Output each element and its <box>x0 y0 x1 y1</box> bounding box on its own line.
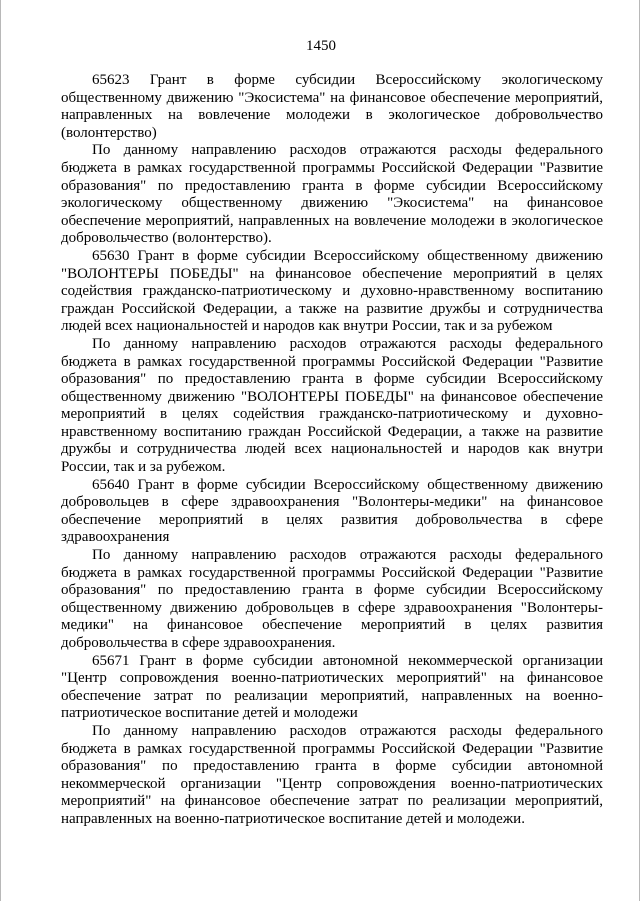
paragraph-65640-description: По данному направлению расходов отражаются расходы федерального бюджета в рамках государственной программы Российской Федерации "Развитие образования" по предоставлению гранта в форме субсидии Всероссийскому общественному движению добровольцев в сфере здравоохранения "Волонтеры-медики" на финансовое обеспечение мероприятий в целях развития добровольчества в сфере здравоохранения. <box>61 547 603 651</box>
document-body <box>61 72 603 829</box>
paragraph-65630-title: 65630 Грант в форме субсидии Всероссийскому общественному движению "ВОЛОНТЕРЫ ПОБЕДЫ" на финансовое обеспечение мероприятий в целях содействия гражданско-патриотическому и духовно-нравственному воспитанию граждан Российской Федерации, а также на развитие дружбы и сотрудничества людей всех национальностей и народов как внутри России, так и за рубежом <box>61 247 603 335</box>
paragraph-65671-title: 65671 Грант в форме субсидии автономной некоммерческой организации "Центр сопровождения военно-патриотических мероприятий" на финансовое обеспечение затрат по реализации мероприятий, направленных на военно-патриотическое воспитание детей и молодежи <box>61 652 603 722</box>
paragraph-65630-description: По данному направлению расходов отражаются расходы федерального бюджета в рамках государственной программы Российской Федерации "Развитие образования" по предоставлению гранта в форме субсидии Всероссийскому общественному движению "ВОЛОНТЕРЫ ПОБЕДЫ" на финансовое обеспечение мероприятий в целях содействия гражданско-патриотическому и духовно-нравственному воспитанию граждан Российской Федерации, а также на развитие дружбы и сотрудничества людей всех национальностей и народов как внутри России, так и за рубежом. <box>61 335 603 476</box>
page-number: 1450 <box>306 38 336 54</box>
paragraph-65640-title: 65640 Грант в форме субсидии Всероссийскому общественному движению добровольцев в сфере здравоохранения "Волонтеры-медики" на финансовое обеспечение мероприятий в целях развития добровольчества в сфере здравоохранения <box>61 476 603 546</box>
paragraph-65623-description: По данному направлению расходов отражаются расходы федерального бюджета в рамках государственной программы Российской Федерации "Развитие образования" по предоставлению гранта в форме субсидии Всероссийскому экологическому общественному движению "Экосистема" на финансовое обеспечение мероприятий, направленных на вовлечение молодежи в экологическое добровольчество (волонтерство). <box>61 142 603 247</box>
paragraph-65623-title: 65623 Грант в форме субсидии Всероссийскому экологическому общественному движению "Экосистема" на финансовое обеспечение мероприятий, направленных на вовлечение молодежи в экологическое добровольчество (волонтерство) <box>61 72 603 141</box>
paragraph-65671-description: По данному направлению расходов отражаются расходы федерального бюджета в рамках государственной программы Российской Федерации "Развитие образования" по предоставлению гранта в форме субсидии автономной некоммерческой организации "Центр сопровождения военно-патриотических мероприятий" на финансовое обеспечение затрат по реализации мероприятий, направленных на военно-патриотическое воспитание детей и молодежи. <box>61 722 603 827</box>
